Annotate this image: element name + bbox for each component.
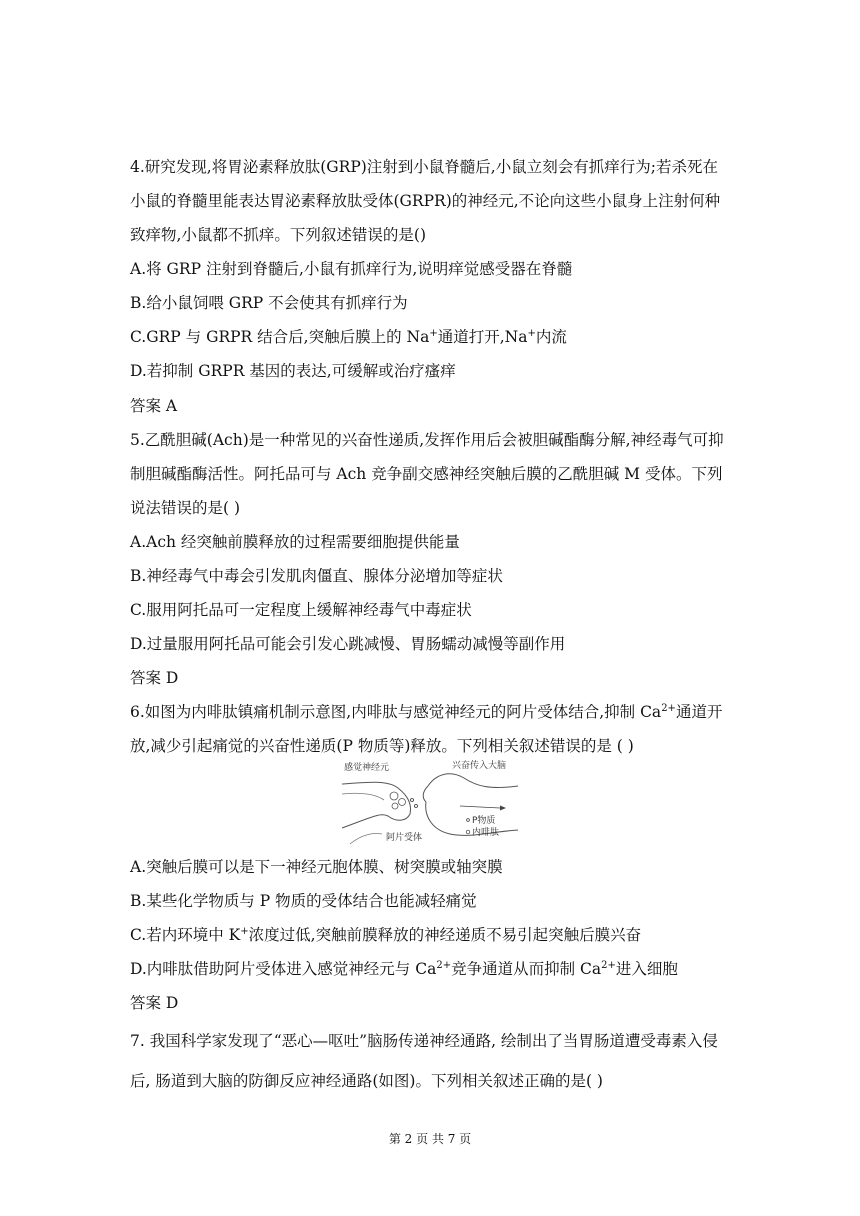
fig-label-opioid-receptor: 阿片受体 [386,833,423,843]
q6-option-c [130,925,730,945]
q6-stem-text-1: 6.如图为内啡肽镇痛机制示意图,内啡肽与感觉神经元的阿片受体结合,抑制 Ca [130,703,662,721]
signal-arrowhead [500,806,506,811]
q6-option-b: B.某些化学物质与 P 物质的受体结合也能减轻痛觉 [130,892,477,910]
q6-stem-line-2: 放,减少引起痛觉的兴奋性递质(P 物质等)释放。下列相关叙述错误的是 ( ) [130,737,634,755]
q4-option-c [130,327,730,347]
q4-option-c-text-3: 内流 [535,328,567,346]
q6-option-d-sup-1: 2+ [436,959,452,971]
q5-stem-line-3: 说法错误的是( ) [130,499,241,517]
synapse-diagram [340,756,520,846]
signal-arrow [460,806,500,808]
q4-stem-line-1: 4.研究发现,将胃泌素释放肽(GRP)注射到小鼠脊髓后,小鼠立刻会有抓痒行为;若杀死在 [130,158,718,176]
q4-answer: 答案 A [130,397,178,415]
q6-option-c-sup: + [240,925,249,937]
vesicle [392,803,398,809]
q6-option-d-text-3: 进入细胞 [615,960,678,978]
cell-fragment [350,833,382,844]
vesicle [399,799,406,806]
q5-answer: 答案 D [130,669,179,687]
q4-stem-line-3: 致痒物,小鼠都不抓痒。下列叙述错误的是() [130,226,427,244]
legend-p-substance-marker [467,819,470,822]
q4-option-c-sup-1: + [429,327,438,339]
q4-stem-line-2: 小鼠的脊髓里能表达胃泌素释放肽受体(GRPR)的神经元,不论向这些小鼠身上注射何种 [130,192,721,210]
q6-option-d-text-2: 竞争通道从而抑制 Ca [451,960,602,978]
q4-option-c-text-2: 通道打开,Na [437,328,528,346]
postsynaptic-membrane-top [428,774,518,788]
q4-option-a: A.将 GRP 注射到脊髓后,小鼠有抓痒行为,说明痒觉感受器在脊髓 [130,260,573,278]
fig-label-sensory-neuron: 感觉神经元 [344,763,390,773]
q5-option-a: A.Ach 经突触前膜释放的过程需要细胞提供能量 [130,533,460,551]
q6-answer: 答案 D [130,994,179,1012]
q4-option-c-text-1: C.GRP 与 GRPR 结合后,突触后膜上的 Na [130,328,430,346]
q5-option-c: C.服用阿托品可一定程度上缓解神经毒气中毒症状 [130,601,472,619]
q5-stem-line-2: 制胆碱酯酶活性。阿托品可与 Ach 竞争副交感神经突触后膜的乙酰胆碱 M 受体。下列 [130,465,723,483]
q6-option-c-text-1: C.若内环境中 K [130,926,241,944]
q4-option-b: B.给小鼠饲喂 GRP 不会使其有抓痒行为 [130,294,408,312]
q6-option-c-text-2: 浓度过低,突触前膜释放的神经递质不易引起突触后膜兴奋 [248,926,642,944]
endorphin-molecule [411,799,414,802]
page-footer: 第 2 页 共 7 页 [388,1132,472,1146]
vesicle [390,792,398,800]
fig-label-p-substance: P物质 [472,816,496,826]
axon-line [342,793,384,800]
q4-option-c-sup-2: + [527,327,536,339]
q5-option-d: D.过量服用阿托品可能会引发心跳减慢、胃肠蠕动减慢等副作用 [130,635,566,653]
q6-stem-text-2: 通道开 [675,703,723,721]
q5-stem-line-1: 5.乙酰胆碱(Ach)是一种常见的兴奋性递质,发挥作用后会被胆碱酯酶分解,神经毒气可抑 [130,431,724,449]
endorphin-molecule [415,805,418,808]
q6-option-d-text-1: D.内啡肽借助阿片受体进入感觉神经元与 Ca [130,960,437,978]
q6-stem-line-1 [130,702,730,722]
legend-endorphin-marker [466,830,470,834]
postsynaptic-edge [423,786,428,802]
endorphin-mechanism-figure [340,756,520,846]
q5-option-b: B.神经毒气中毒会引发肌肉僵直、腺体分泌增加等症状 [130,567,503,585]
q6-option-a: A.突触后膜可以是下一神经元胞体膜、树突膜或轴突膜 [130,858,503,876]
q7-stem-line-2: 后, 肠道到大脑的防御反应神经通路(如图)。下列相关叙述正确的是( ) [130,1072,603,1090]
q6-option-d [130,959,730,979]
fig-label-endorphin: 内啡肽 [472,828,500,838]
q6-option-d-sup-2: 2+ [601,959,616,971]
q7-stem-line-1: 7. 我国科学家发现了“恶心—呕吐”脑肠传递神经通路, 绘制出了当胃肠道遭受毒素入侵 [130,1032,718,1050]
q6-stem-sup: 2+ [661,702,676,714]
q4-option-d: D.若抑制 GRPR 基因的表达,可缓解或治疗瘙痒 [130,362,456,380]
fig-label-to-brain: 兴奋传入大脑 [452,761,507,771]
